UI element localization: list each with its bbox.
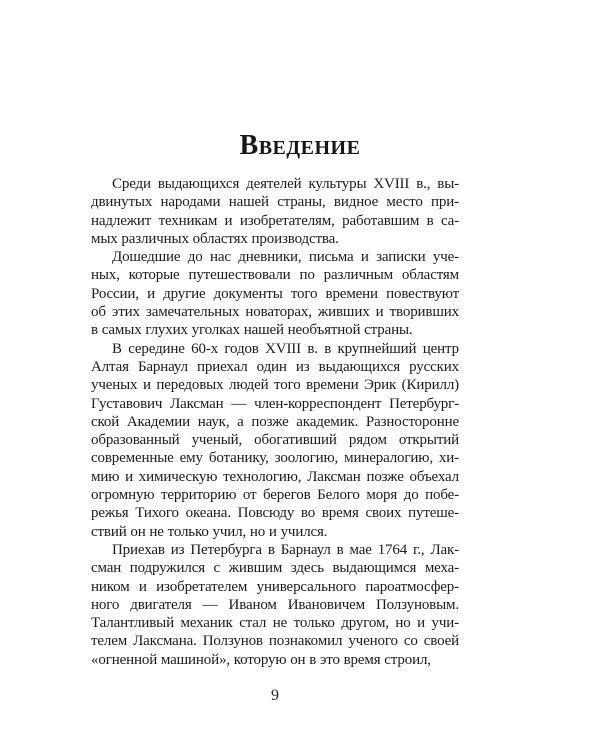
paragraph [91, 340, 459, 541]
text-line: огромную территорию от берегов Белого моря до побе- [91, 487, 459, 504]
paragraph [91, 541, 459, 669]
text-line: в самых глухих уголках нашей необъятной страны. [91, 322, 413, 339]
body-text [91, 175, 459, 669]
text-line: ученых и передовых людей того времени Эрик (Кирилл) [91, 377, 459, 394]
text-line: ных, которые путешествовали по различным областям [91, 267, 459, 284]
text-line: Алтая Барнаул приехал один из выдающихся русских [91, 358, 459, 375]
paragraph [91, 175, 459, 248]
text-line: мых различных областях производства. [91, 230, 339, 247]
text-line: Приехав из Петербурга в Барнаул в мае 1764 г., Лак- [112, 541, 459, 558]
text-line: образованный ученый, обогативший рядом открытий [91, 432, 459, 449]
text-line: сман подружился с жившим здесь выдающимся меха- [91, 560, 459, 577]
text-line: ного двигателя — Иваном Ивановичем Ползуновым. [91, 596, 459, 613]
text-line: Среди выдающихся деятелей культуры XVIII в., вы- [112, 176, 459, 192]
text-line: Талантливый механик стал не только другом, но и учи- [91, 615, 459, 632]
text-line: надлежит техникам и изобретателям, работавшим в са- [91, 212, 459, 229]
text-line: современные ему ботанику, зоологию, минералогию, хи- [91, 450, 459, 467]
chapter-title: Введение [239, 130, 361, 161]
text-line: ником и изобретателем универсального пароатмосфер- [91, 578, 459, 595]
page-number: 9 [271, 687, 279, 704]
text-line: режья Тихого океана. Повсюду во время своих путеше- [91, 505, 459, 522]
text-line: ской Академии наук, а позже академик. Разносторонне [91, 413, 459, 430]
text-line: об этих замечательных новаторах, живших и творивших [91, 304, 459, 321]
paragraph [91, 248, 459, 339]
text-line: «огненной машиной», которую он в это время строил, [91, 651, 431, 668]
text-line: двинутых народами нашей страны, видное место при- [91, 194, 459, 211]
text-line: Густавович Лаксман — член-корреспондент Петербург- [91, 395, 459, 412]
text-line: России, и другие документы того времени повествуют [91, 285, 459, 302]
text-line: ствий он не только учил, но и учился. [91, 523, 328, 540]
text-line: телем Лаксмана. Ползунов познакомил ученого со своей [91, 633, 459, 650]
text-line: мию и химическую технологию, Лаксман позже объехал [91, 468, 459, 485]
text-line: В середине 60-х годов XVIII в. в крупнейший центр [112, 340, 459, 357]
text-line: Дошедшие до нас дневники, письма и записки уче- [112, 249, 459, 266]
